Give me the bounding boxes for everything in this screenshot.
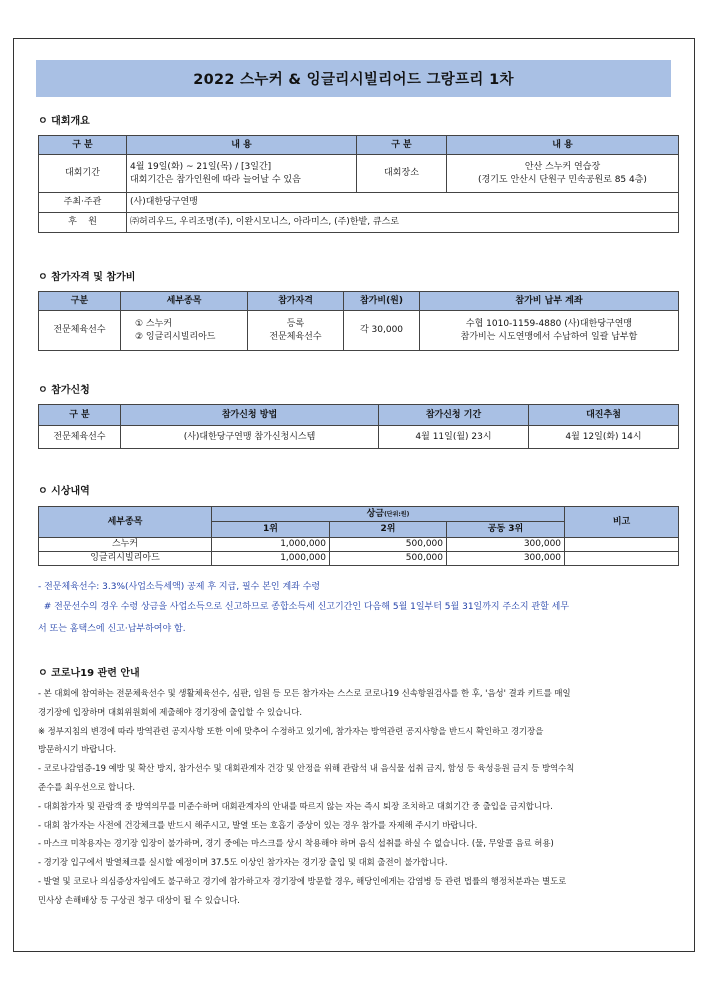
prize-second: 500,000 — [330, 552, 447, 566]
covid-heading-text: 코로나19 관련 안내 — [51, 668, 140, 679]
prize-note — [565, 552, 679, 566]
qual-line: 전문체육선수 — [269, 331, 322, 342]
application-period: 4월 11일(월) 23시 — [379, 426, 529, 449]
covid-line: - 본 대회에 참여하는 전문체육선수 및 생활체육선수, 심판, 임원 등 모든 참가자는 스스로 코로나19 신속항원검사를 한 후, '음성' 결과 키트를 매일 — [38, 688, 571, 698]
application-header: 참가신청 기간 — [379, 405, 529, 426]
page-title: 2022 스누커 & 잉글리시빌리어드 그랑프리 1차 — [36, 60, 671, 97]
prize-event: 스누커 — [39, 538, 212, 552]
covid-line: 방문하시기 바랍니다. — [38, 744, 117, 755]
covid-line: - 발열 및 코로나 의심증상자임에도 불구하고 경기에 참가하고자 경기장에 방문할 경우, 해당인에게는 감염병 등 관련 법률의 행정처분과는 별도로 — [38, 875, 567, 886]
venue-line: 안산 스누커 연습장 — [524, 162, 601, 173]
period-value — [127, 155, 357, 193]
application-heading-text: 참가신청 — [51, 385, 90, 396]
sponsor-label: 후 원 — [39, 213, 127, 233]
overview-table — [38, 135, 679, 233]
covid-line: 경기장에 입장하며 대회위원회에 제출해야 경기장에 출입할 수 있습니다. — [38, 706, 303, 717]
section-overview-heading: ㅇ 대회개요 — [38, 116, 90, 127]
eligibility-header: 참가자격 — [248, 292, 344, 311]
prize-first: 1,000,000 — [212, 552, 330, 566]
overview-header: 구 분 — [39, 136, 127, 155]
overview-header: 내 용 — [127, 136, 357, 155]
qual-line: 등록 — [286, 319, 305, 330]
covid-line: - 코로나감염증-19 예방 및 확산 방지, 참가선수 및 대회관계자 건강 및 안정을 위해 관람석 내 음식물 섭취 금지, 함성 등 육성응원 금지 등 방역수칙 — [38, 763, 575, 774]
event-line: ① 스누커 — [135, 319, 173, 330]
covid-line: ※ 정부지침의 변경에 따라 방역관련 공지사항 또한 이에 맞추어 수정하고 있기에, 참가자는 방역관련 공지사항을 반드시 확인하고 경기장을 — [38, 725, 544, 736]
account-line: 참가비는 시도연맹에서 수납하여 일괄 납부함 — [460, 331, 638, 342]
table-row — [39, 552, 679, 566]
prize-note-2: # 전문선수의 경우 수령 상금을 사업소득으로 신고하므로 종합소득세 신고기간인 다음해 5월 1일부터 5월 31일까지 주소지 관할 세무 — [38, 602, 570, 612]
eligibility-header: 구분 — [39, 292, 121, 311]
application-header: 참가신청 방법 — [121, 405, 379, 426]
covid-notice-body — [38, 684, 678, 910]
sponsor-value: ㈜허리우드, 우리조명(주), 이완시모니스, 아라미스, (주)한밭, 큐스로 — [127, 213, 679, 233]
application-method: (사)대한당구연맹 참가신청시스템 — [121, 426, 379, 449]
section-covid-heading: ㅇ 코로나19 관련 안내 — [38, 668, 140, 679]
eligibility-header: 참가비(원) — [344, 292, 420, 311]
overview-heading-text: 대회개요 — [51, 116, 90, 127]
application-header: 대진추첨 — [529, 405, 679, 426]
section-prizes-heading: ㅇ 시상내역 — [38, 486, 90, 497]
host-value: (사)대한당구연맹 — [127, 193, 679, 213]
overview-header: 구 분 — [357, 136, 447, 155]
eligibility-qualification — [248, 311, 344, 351]
period-label: 대회기간 — [39, 155, 127, 193]
eligibility-category: 전문체육선수 — [39, 311, 121, 351]
prize-note — [565, 538, 679, 552]
table-row — [39, 538, 679, 552]
event-line: ② 잉글리시빌리아드 — [135, 331, 216, 342]
host-label: 주최·주관 — [39, 193, 127, 213]
prize-event: 잉글리시빌리아드 — [39, 552, 212, 566]
prize-third: 300,000 — [447, 538, 565, 552]
eligibility-fee: 각 30,000 — [344, 311, 420, 351]
period-line: 4월 19일(화) ~ 21일(목) / [3일간] — [130, 162, 272, 173]
prize-note-1: - 전문체육선수: 3.3%(사업소득세액) 공제 후 지급, 필수 본인 계좌 수령 — [38, 582, 321, 592]
covid-line: - 경기장 입구에서 발열체크를 실시할 예정이며 37.5도 이상인 참가자는 경기장 출입 및 대회 출전이 불가합니다. — [38, 857, 448, 868]
application-draw: 4월 12일(화) 14시 — [529, 426, 679, 449]
venue-label: 대회장소 — [357, 155, 447, 193]
prize-second: 500,000 — [330, 538, 447, 552]
section-application-heading: ㅇ 참가신청 — [38, 385, 90, 396]
covid-line: - 대회참가자 및 관람객 중 방역의무를 미준수하며 대회관계자의 안내를 따르지 않는 자는 즉시 퇴장 조치하고 대회기간 중 출입을 금지합니다. — [38, 800, 553, 811]
prizes-header-rank: 공동 3위 — [447, 522, 565, 538]
venue-value — [447, 155, 679, 193]
covid-line: - 마스크 미착용자는 경기장 입장이 불가하며, 경기 중에는 마스크를 상시 착용해야 하며 음식 섭취를 하실 수 없습니다. (물, 무알콜 음료 허용) — [38, 838, 554, 849]
prize-unit: (단위:원) — [384, 510, 410, 518]
section-eligibility-heading: ㅇ 참가자격 및 참가비 — [38, 272, 136, 283]
prizes-header-prize — [212, 507, 565, 522]
prizes-header-rank: 1위 — [212, 522, 330, 538]
eligibility-header: 참가비 납부 계좌 — [420, 292, 679, 311]
prizes-header-rank: 2위 — [330, 522, 447, 538]
eligibility-table — [38, 291, 679, 351]
eligibility-header: 세부종목 — [121, 292, 248, 311]
period-line: 대회기간은 참가인원에 따라 늘어날 수 있음 — [130, 174, 301, 185]
account-line: 수협 1010-1159-4880 (사)대한당구연맹 — [465, 319, 633, 330]
covid-line: 민사상 손해배상 등 구상권 청구 대상이 될 수 있습니다. — [38, 894, 240, 905]
prize-first: 1,000,000 — [212, 538, 330, 552]
prize-note-3: 서 또는 홈택스에 신고·납부하여야 함. — [38, 624, 186, 634]
eligibility-account — [420, 311, 679, 351]
eligibility-events — [121, 311, 248, 351]
overview-header: 내 용 — [447, 136, 679, 155]
prize-header-text: 상금 — [366, 508, 385, 519]
prizes-table — [38, 506, 679, 566]
application-category: 전문체육선수 — [39, 426, 121, 449]
venue-line: (경기도 안산시 단원구 민속공원로 85 4층) — [478, 174, 647, 185]
prize-third: 300,000 — [447, 552, 565, 566]
prizes-heading-text: 시상내역 — [51, 486, 90, 497]
application-header: 구 분 — [39, 405, 121, 426]
application-table — [38, 404, 679, 449]
eligibility-heading-text: 참가자격 및 참가비 — [51, 272, 136, 283]
covid-line: - 대회 참가자는 사전에 건강체크를 반드시 해주시고, 발열 또는 호흡기 증상이 있는 경우 참가를 자제해 주시기 바랍니다. — [38, 819, 478, 830]
prizes-header-event: 세부종목 — [39, 507, 212, 538]
prizes-header-note: 비고 — [565, 507, 679, 538]
covid-line: 준수를 최우선으로 합니다. — [38, 781, 135, 792]
